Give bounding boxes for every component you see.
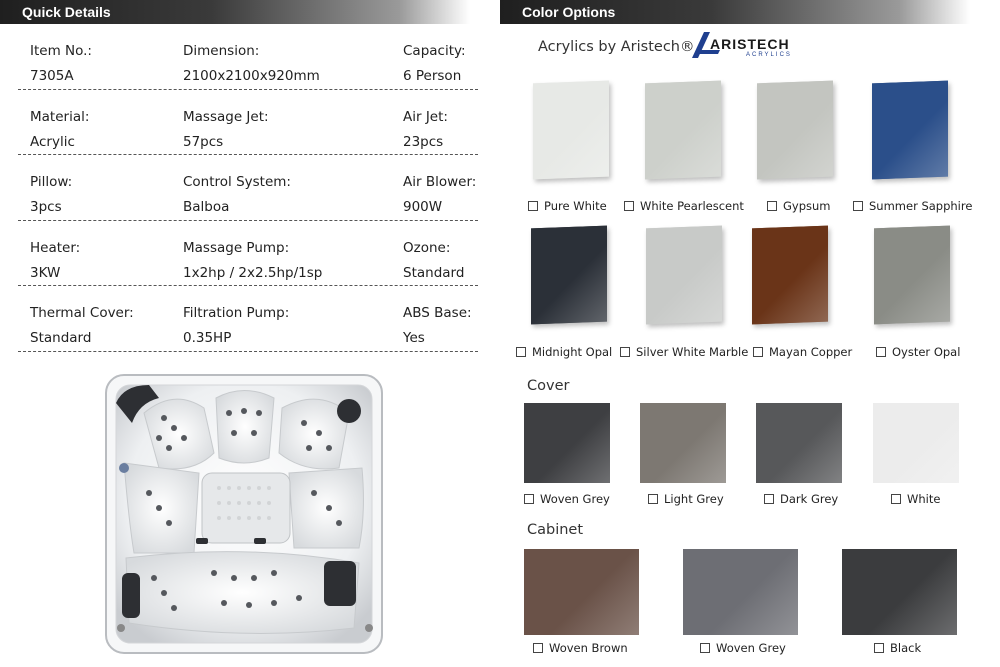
logo-brand-text: ARISTECH (710, 36, 790, 52)
cover-swatch (640, 403, 726, 483)
spec-row (18, 286, 478, 352)
spec-label: Material: (30, 108, 90, 125)
cabinet-option-label: Black (890, 641, 922, 655)
checkbox[interactable] (874, 643, 884, 653)
spec-value: 3KW (30, 264, 61, 281)
spec-row (18, 155, 478, 221)
cover-option[interactable] (764, 492, 838, 506)
checkbox[interactable] (753, 347, 763, 357)
spec-value: 0.35HP (183, 330, 232, 346)
cover-option-label: Dark Grey (780, 492, 839, 506)
acrylic-option-label: Summer Sapphire (869, 199, 973, 213)
checkbox[interactable] (516, 347, 526, 357)
cabinet-swatch (842, 549, 957, 635)
checkbox[interactable] (528, 201, 538, 211)
acrylic-option[interactable] (853, 199, 972, 213)
spec-table (18, 24, 478, 352)
checkbox[interactable] (624, 201, 634, 211)
spec-label: Ozone: (403, 239, 451, 256)
spec-value: 6 Person (403, 68, 462, 84)
spec-label: Filtration Pump: (183, 305, 290, 321)
cabinet-option[interactable] (874, 641, 921, 655)
spec-row (18, 90, 478, 156)
acrylic-option[interactable] (516, 345, 612, 359)
checkbox[interactable] (648, 494, 658, 504)
logo-sub-text: ACRYLICS (746, 52, 792, 58)
spec-value: 900W (403, 199, 443, 215)
acrylic-option-label: White Pearlescent (640, 199, 744, 213)
spec-label: Control System: (183, 174, 291, 190)
cabinet-option-label: Woven Grey (716, 641, 786, 655)
acrylic-option-label: Gypsum (783, 199, 831, 213)
acrylic-swatch (874, 226, 950, 325)
spec-label: Thermal Cover: (30, 305, 134, 321)
cover-option-label: White (907, 492, 941, 506)
acrylic-swatch (533, 81, 609, 180)
acrylic-option[interactable] (876, 345, 960, 359)
checkbox[interactable] (891, 494, 901, 504)
checkbox[interactable] (533, 643, 543, 653)
checkbox[interactable] (876, 347, 886, 357)
checkbox[interactable] (764, 494, 774, 504)
spec-label: Heater: (30, 239, 81, 256)
cover-swatch (524, 403, 610, 483)
aristech-logo (690, 28, 802, 64)
acrylic-option-label: Midnight Opal (532, 345, 613, 359)
spec-value: 3pcs (30, 199, 62, 215)
cover-title: Cover (527, 378, 570, 394)
checkbox[interactable] (620, 347, 630, 357)
spec-label: Air Blower: (403, 174, 477, 190)
checkbox[interactable] (767, 201, 777, 211)
spec-label: Massage Jet: (183, 108, 269, 125)
spec-value: Balboa (183, 199, 230, 215)
acrylic-option-label: Pure White (544, 199, 607, 213)
acrylic-swatch (752, 226, 828, 325)
cabinet-swatch (524, 549, 639, 635)
spec-label: Massage Pump: (183, 239, 290, 256)
spec-label: Dimension: (183, 43, 260, 59)
cabinet-option-label: Woven Brown (549, 641, 628, 655)
spec-value: 23pcs (403, 133, 444, 150)
spec-label: Capacity: (403, 43, 466, 59)
acrylic-swatch (645, 81, 721, 180)
cover-swatch (873, 403, 959, 483)
cover-option-label: Woven Grey (540, 492, 610, 506)
spec-label: Item No.: (30, 43, 92, 59)
acrylic-swatch (872, 81, 948, 180)
acrylic-option-label: Mayan Copper (769, 345, 853, 359)
spec-label: Air Jet: (403, 108, 448, 125)
spec-value: Standard (30, 330, 92, 346)
cover-swatch (756, 403, 842, 483)
spec-row (18, 24, 478, 90)
cover-option[interactable] (648, 492, 724, 506)
acrylic-option-label: Silver White Marble (636, 345, 749, 359)
cabinet-option[interactable] (700, 641, 786, 655)
acrylic-option[interactable] (767, 199, 831, 213)
acrylic-option[interactable] (620, 345, 748, 359)
spec-label: ABS Base: (403, 305, 472, 321)
cover-option-label: Light Grey (664, 492, 724, 506)
hot-tub-image (104, 373, 384, 655)
spec-value: 7305A (30, 68, 74, 84)
checkbox[interactable] (700, 643, 710, 653)
spec-value: 57pcs (183, 133, 224, 150)
cabinet-swatch (683, 549, 798, 635)
checkbox[interactable] (524, 494, 534, 504)
acrylic-swatch (531, 226, 607, 325)
cover-option[interactable] (524, 492, 610, 506)
cabinet-title: Cabinet (527, 522, 584, 538)
spec-value: 1x2hp / 2x2.5hp/1sp (183, 264, 323, 281)
color-options-header: Color Options (500, 0, 970, 24)
acrylic-option[interactable] (528, 199, 607, 213)
acrylic-swatch (646, 226, 722, 325)
spec-value: Acrylic (30, 133, 75, 150)
spec-value: 2100x2100x920mm (183, 68, 320, 84)
spec-label: Pillow: (30, 174, 73, 190)
acrylic-option[interactable] (753, 345, 852, 359)
cover-option[interactable] (891, 492, 940, 506)
cabinet-option[interactable] (533, 641, 628, 655)
spec-row (18, 221, 478, 287)
spec-value: Yes (403, 330, 425, 346)
acrylic-swatch (757, 81, 833, 180)
spec-value: Standard (403, 264, 465, 281)
acrylic-option[interactable] (624, 199, 744, 213)
quick-details-header: Quick Details (0, 0, 470, 24)
acrylic-option-label: Oyster Opal (892, 345, 961, 359)
acrylics-title: Acrylics by Aristech® (538, 39, 695, 55)
checkbox[interactable] (853, 201, 863, 211)
